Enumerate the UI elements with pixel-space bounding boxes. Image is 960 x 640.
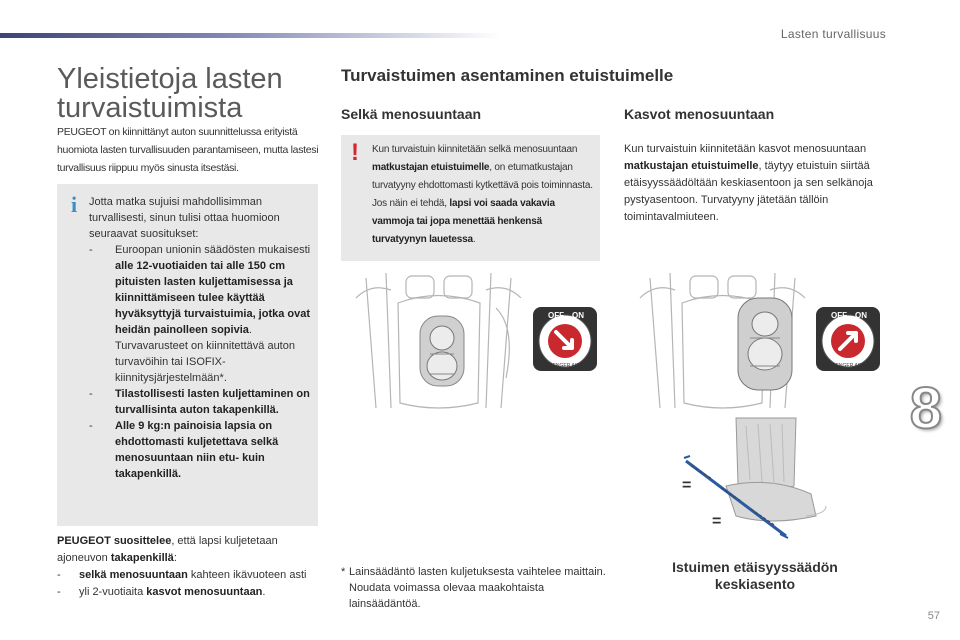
section-heading: Turvaistuimen asentaminen etuistuimelle xyxy=(341,66,674,85)
forward-facing-heading: Kasvot menosuuntaan xyxy=(624,106,775,122)
rear-facing-car-illustration xyxy=(346,268,531,413)
switch-on-label: ON xyxy=(855,311,867,320)
header-gradient-bar xyxy=(0,33,500,38)
seat-caption: Istuimen etäisyyssäädön keskiasento xyxy=(672,559,838,592)
switch-off-label: OFF xyxy=(548,311,564,320)
warning-box xyxy=(341,135,600,261)
warning-text: Kun turvaistuin kiinnitetään selkä menosuuntaan matkustajan etuistuimelle, on etumatkustajan turvatyyny ehdottomasti kytkettävä pois toiminnasta. Jos näin ei tehdä, lapsi voi saada vakavia vammoja tai jopa menettää henkensä turvatyynyn lauetessa. xyxy=(372,144,593,245)
list-item: - selkä menosuuntaan kahteen ikävuoteen asti xyxy=(57,569,307,581)
forward-facing-paragraph: Kun turvaistuin kiinnitetään kasvot menosuuntaan matkustajan etuistuimelle, täytyy etuistuin siirtää etäisyyssäädöltään keskiasentoon ja sen selkänoja pystyasentoon. Turvatyyny jätetään tällöin toimintavalmiuteen. xyxy=(624,143,873,223)
forward-facing-car-illustration xyxy=(630,268,815,413)
page-number: 57 xyxy=(927,610,940,622)
info-box-text xyxy=(89,194,311,482)
rear-facing-heading: Selkä menosuuntaan xyxy=(341,106,482,122)
info-box xyxy=(57,184,318,526)
section-title: Lasten turvallisuus xyxy=(780,27,886,41)
page-title-line1: Yleistietoja lasten xyxy=(57,63,283,95)
switch-off-label: OFF xyxy=(831,311,847,320)
list-item: - Tilastollisesti lasten kuljettaminen on turvallisinta auton takapenkillä. xyxy=(89,388,310,416)
page-title xyxy=(57,65,337,123)
seat-adjustment-illustration xyxy=(676,416,836,546)
recommendation-paragraph: PEUGEOT suosittelee, että lapsi kuljetetaan ajoneuvon takapenkillä: - selkä menosuuntaan kahteen ikävuoteen asti - yli 2-vuotiaita kasvot menosuuntaan. xyxy=(57,533,327,601)
list-item: - yli 2-vuotiaita kasvot menosuuntaan. xyxy=(57,586,266,598)
exclamation-icon: ! xyxy=(351,139,359,166)
intro-paragraph: PEUGEOT on kiinnittänyt auton suunnittelussa erityistä huomiota lasten turvallisuuden parantamiseen, mutta lastesi turvallisuus riippuu myös sinusta itsestäsi. xyxy=(57,126,319,174)
switch-caption: PASSENGER AIRBAG xyxy=(539,363,591,369)
seat-mark-equal: = xyxy=(682,477,692,494)
switch-on-label: ON xyxy=(572,311,584,320)
switch-caption: PASSENGER AIRBAG xyxy=(822,363,874,369)
chapter-number: 8 xyxy=(909,376,942,441)
info-icon: i xyxy=(71,192,78,217)
seat-mark-equal: = xyxy=(712,513,722,530)
list-item: - Alle 9 kg:n painoisia lapsia on ehdottomasti kuljetettava selkä menosuuntaan niin etu- kuin takapenkillä. xyxy=(89,420,279,480)
list-item: - Euroopan unionin säädösten mukaisesti alle 12-vuotiaiden tai alle 150 cm pituisten lasten kuljettamisessa ja kiinnittämiseen tulee käyttää hyväksyttyjä turvaistuimia, jotka ovat heidän painolleen sopivia. Turvavarusteet on kiinnitettävä auton turvavöihin tai ISOFIX-kiinnitysjärjestelmään*. xyxy=(89,244,311,384)
airbag-switch-on xyxy=(815,306,881,372)
airbag-switch-off xyxy=(532,306,598,372)
page-title-line2: turvaistuimista xyxy=(57,92,243,124)
footnote: * Lainsäädäntö lasten kuljetuksesta vaihtelee maittain. Noudata voimassa olevaa maakohtaista lainsäädäntöä. xyxy=(341,566,606,610)
info-lead: Jotta matka sujuisi mahdollisimman turvallisesti, sinun tulisi ottaa huomioon seuraavat suositukset: xyxy=(89,196,280,240)
